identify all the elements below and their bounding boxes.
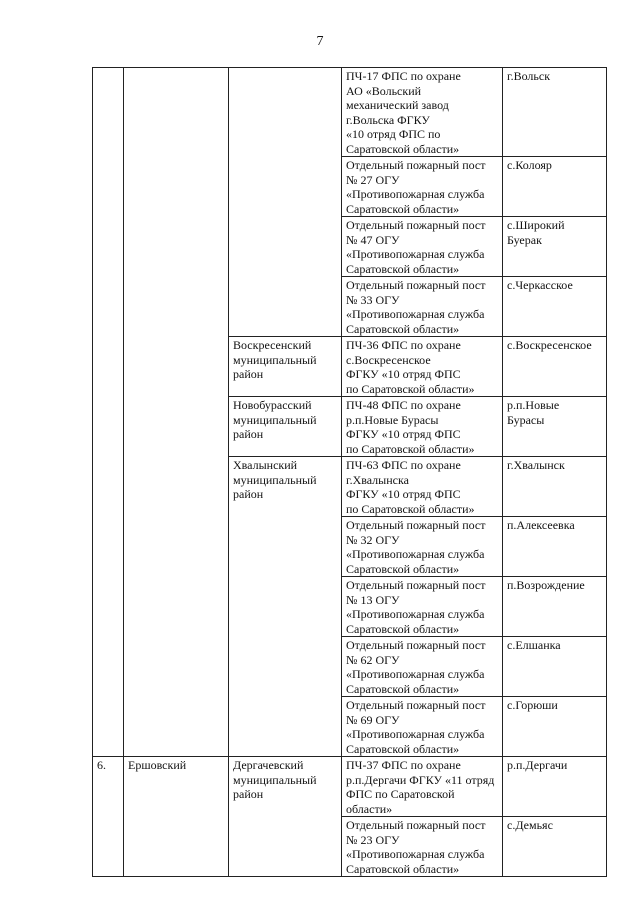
municipality-text: Новобурасский муниципальный район <box>233 398 317 441</box>
municipality-cell <box>229 397 342 457</box>
locality-cell <box>503 517 607 577</box>
fire-unit-cell <box>342 337 503 397</box>
fire-unit-text: Отдельный пожарный пост № 27 ОГУ «Противопожарная служба Саратовской области» <box>346 158 486 216</box>
fire-unit-text: Отдельный пожарный пост № 47 ОГУ «Противопожарная служба Саратовской области» <box>346 218 486 276</box>
locality-cell <box>503 697 607 757</box>
locality-cell <box>503 817 607 877</box>
locality-text: с.Воскресенское <box>507 338 592 352</box>
fire-unit-cell <box>342 68 503 157</box>
locality-text: с.Колояр <box>507 158 552 172</box>
locality-cell <box>503 337 607 397</box>
fire-unit-text: ПЧ-17 ФПС по охране АО «Вольский механический завод г.Вольска ФГКУ «10 отряд ФПС по Саратовской области» <box>346 69 461 156</box>
locality-text: с.Широкий Буерак <box>507 218 565 247</box>
row-number-cell <box>93 757 124 877</box>
fire-units-table <box>92 67 607 877</box>
locality-cell <box>503 457 607 517</box>
fire-unit-text: ПЧ-37 ФПС по охране р.п.Дергачи ФГКУ «11 отряд ФПС по Саратовской области» <box>346 758 495 816</box>
fire-unit-cell <box>342 457 503 517</box>
locality-cell <box>503 397 607 457</box>
locality-text: с.Горюши <box>507 698 558 712</box>
fire-unit-cell <box>342 637 503 697</box>
fire-unit-cell <box>342 277 503 337</box>
locality-text: г.Хвалынск <box>507 458 565 472</box>
locality-text: р.п.Новые Бурасы <box>507 398 560 427</box>
fire-unit-text: ПЧ-48 ФПС по охране р.п.Новые Бурасы ФГКУ «10 отряд ФПС по Саратовской области» <box>346 398 475 456</box>
fire-unit-text: Отдельный пожарный пост № 33 ОГУ «Противопожарная служба Саратовской области» <box>346 278 486 336</box>
locality-cell <box>503 577 607 637</box>
fire-unit-cell <box>342 817 503 877</box>
municipality-text: Хвалынский муниципальный район <box>233 458 317 501</box>
locality-text: р.п.Дергачи <box>507 758 568 772</box>
municipality-cell <box>229 337 342 397</box>
row-number-cell <box>93 68 124 757</box>
fire-unit-cell <box>342 697 503 757</box>
fire-unit-text: ПЧ-63 ФПС по охране г.Хвалынска ФГКУ «10 отряд ФПС по Саратовской области» <box>346 458 475 516</box>
locality-text: п.Алексеевка <box>507 518 575 532</box>
locality-cell <box>503 157 607 217</box>
municipality-cell <box>229 68 342 337</box>
locality-cell <box>503 217 607 277</box>
page-number: 7 <box>316 34 324 49</box>
municipality-cell <box>229 757 342 877</box>
locality-text: с.Демьяс <box>507 818 553 832</box>
locality-cell <box>503 277 607 337</box>
district-cell <box>124 757 229 877</box>
fire-unit-cell <box>342 397 503 457</box>
locality-text: с.Черкасское <box>507 278 573 292</box>
locality-text: г.Вольск <box>507 69 551 83</box>
fire-unit-cell <box>342 157 503 217</box>
fire-unit-cell <box>342 217 503 277</box>
district-text: Ершовский <box>128 758 187 772</box>
locality-cell <box>503 757 607 817</box>
row-number: 6. <box>97 758 106 772</box>
fire-unit-cell <box>342 577 503 637</box>
locality-cell <box>503 637 607 697</box>
fire-unit-cell <box>342 517 503 577</box>
table-row <box>93 757 607 817</box>
fire-unit-text: Отдельный пожарный пост № 32 ОГУ «Противопожарная служба Саратовской области» <box>346 518 486 576</box>
fire-unit-text: Отдельный пожарный пост № 13 ОГУ «Противопожарная служба Саратовской области» <box>346 578 486 636</box>
locality-text: с.Елшанка <box>507 638 561 652</box>
table-row <box>93 68 607 157</box>
municipality-text: Дергачевский муниципальный район <box>233 758 317 801</box>
locality-text: п.Возрождение <box>507 578 585 592</box>
fire-unit-text: Отдельный пожарный пост № 23 ОГУ «Противопожарная служба Саратовской области» <box>346 818 486 876</box>
district-cell <box>124 68 229 757</box>
locality-cell <box>503 68 607 157</box>
fire-unit-text: Отдельный пожарный пост № 69 ОГУ «Противопожарная служба Саратовской области» <box>346 698 486 756</box>
fire-unit-cell <box>342 757 503 817</box>
fire-unit-text: ПЧ-36 ФПС по охране с.Воскресенское ФГКУ «10 отряд ФПС по Саратовской области» <box>346 338 475 396</box>
municipality-text: Воскресенский муниципальный район <box>233 338 317 381</box>
municipality-cell <box>229 457 342 757</box>
fire-unit-text: Отдельный пожарный пост № 62 ОГУ «Противопожарная служба Саратовской области» <box>346 638 486 696</box>
